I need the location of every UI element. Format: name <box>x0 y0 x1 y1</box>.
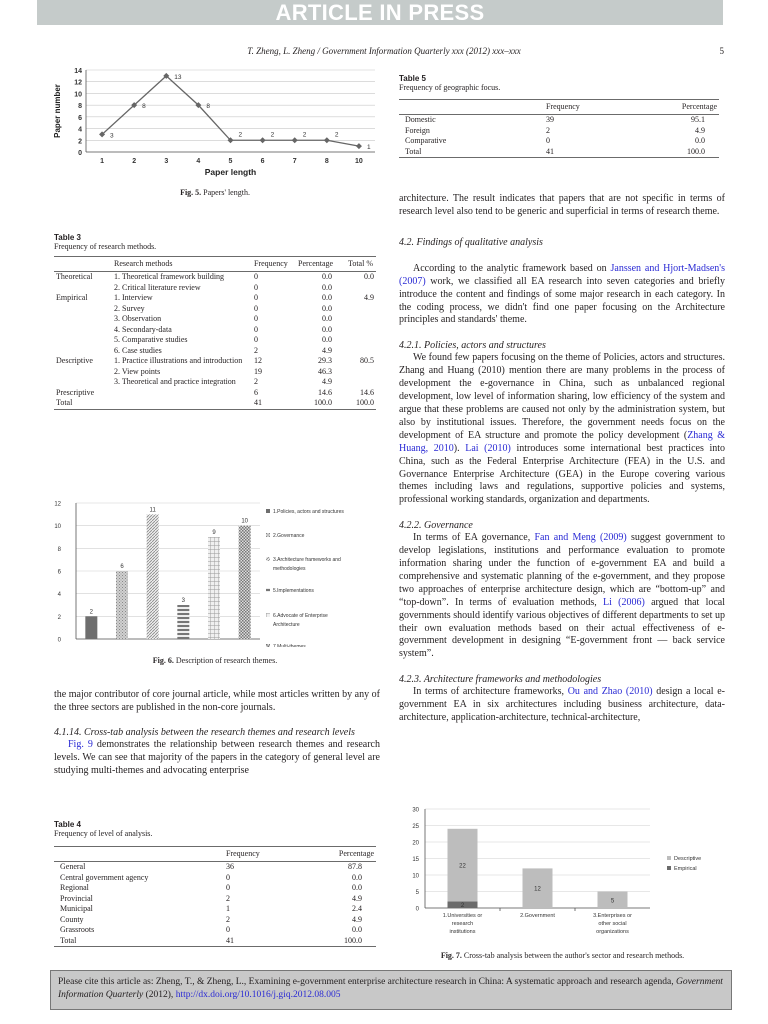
fan-meng-link[interactable]: Fan and Meng (2009) <box>534 532 627 544</box>
fig6-legend-label: 3.Architecture frameworks and <box>273 557 341 563</box>
fig5-ytick-label: 2 <box>78 138 82 146</box>
fig7-xtick-label: 2.Government <box>520 913 555 919</box>
table-cell: 4.9 <box>322 377 332 386</box>
table-cell: 0.0 <box>695 136 705 145</box>
table-row <box>54 883 376 894</box>
section-4-2-1-c: introduces some international best practices into China, such as the Federal Enterprise Architecture (FEA) in the U.S. and Governance Enterprise Architecture (GEA) in the Europe covering various themes including laws and regulations, supportive policies and systems, professional working standards, organization and departments. <box>399 442 725 506</box>
table-row <box>399 136 719 147</box>
fig7-xtick-label: 3.Enterprises or <box>593 913 632 919</box>
table-cell: 29.3 <box>318 356 332 365</box>
section-4-2-1-b: ). <box>453 442 466 454</box>
fig6-bar <box>147 514 159 639</box>
doi-link[interactable]: http://dx.doi.org/10.1016/j.giq.2012.08.005 <box>175 990 341 1000</box>
fig6-svg <box>50 497 380 647</box>
fig7-xtick-label: organizations <box>596 929 629 935</box>
table3-grid <box>54 256 376 410</box>
fig7-legend-swatch <box>667 856 671 860</box>
fig5-xtick-label: 5 <box>228 158 233 165</box>
fig6-legend-swatch <box>266 644 270 647</box>
fig6-legend-swatch <box>266 613 270 617</box>
right-para-0: architecture. The result indicates that papers that are not specific in terms of research level also tend to be generic and superficial in terms of research theme. <box>399 193 725 217</box>
fig6-ytick-label: 0 <box>57 637 61 644</box>
fig6-legend-swatch <box>266 533 270 537</box>
fig7-chart <box>395 800 730 945</box>
fig7-ytick-label: 30 <box>412 807 419 814</box>
table-cell <box>346 325 376 336</box>
fig7-xtick-label: 1.Universities or <box>442 913 483 919</box>
section-4-2-post: work, we classified all EA research into seven categories and briefly introduce the content and findings of some major research in each category. In the coding process, we didn't find one paper focusing on the Architecture principles and standards' theme. <box>399 275 725 326</box>
table-row <box>54 314 376 325</box>
table5-body <box>399 115 719 158</box>
fig7-xtick-label: research <box>451 921 474 927</box>
table-cell: 0 <box>254 314 258 323</box>
table-cell: 100.0 <box>356 398 374 407</box>
table-cell <box>54 304 112 315</box>
fig6-data-label: 3 <box>181 598 186 604</box>
zhang-huang-link[interactable]: Zhang & Huang, 2010 <box>399 429 726 454</box>
table-cell: 0 <box>254 335 258 344</box>
table-cell: 4.9 <box>352 893 362 903</box>
table-cell: 2 <box>226 893 230 903</box>
table5-header <box>399 100 544 115</box>
table-cell: 4.9 <box>364 293 374 302</box>
table-cell: Prescriptive <box>56 387 95 397</box>
table-cell: Theoretical <box>56 272 93 281</box>
citation-text: Please cite this article as: Zheng, T., & Zheng, L., Examining e-government enterprise architecture research in China: A systematic approach and research agenda, <box>58 977 676 987</box>
table-cell: 0.0 <box>322 314 332 323</box>
fig5-xtick-label: 6 <box>260 158 265 165</box>
table4-header: Percentage <box>314 847 376 862</box>
fig5-data-label: 8 <box>206 103 211 111</box>
table-cell: 46.3 <box>318 366 332 376</box>
left-body-text <box>54 689 380 778</box>
fig7-ytick-label: 5 <box>415 890 419 896</box>
section-4-2-3-heading: 4.2.3. Architecture frameworks and methodologies <box>399 674 602 686</box>
table-cell: 1 <box>226 904 230 913</box>
fig5-ytick-label: 12 <box>74 79 82 87</box>
fig5-data-point <box>292 137 298 143</box>
section-4-1-14-text <box>54 739 380 778</box>
section-4-1-14-heading: 4.1.14. Cross-tab analysis between the research themes and research levels <box>54 726 355 738</box>
ou-zhao-link[interactable]: Ou and Zhao (2010) <box>567 686 653 698</box>
table5-grid <box>399 99 719 158</box>
table5-subtitle: Frequency of geographic focus. <box>399 83 501 92</box>
fig7-data-label: 5 <box>610 898 615 905</box>
table-row <box>399 115 719 126</box>
fig5-data-label: 2 <box>270 131 275 139</box>
section-4-2-2-b: suggest government to develop legislations, institutions and performance evaluation to promote information sharing under the function of e-government EA and build a comprehensive and systematic planning of the e-government, and they propose two approaches of enterprise architecture design, which are “bottom-up” and “top-down”. In terms of evaluation methods, <box>399 532 725 608</box>
table4-title: Table 4 <box>54 820 81 829</box>
table-cell: 6. Case studies <box>114 345 162 355</box>
table5-header: Frequency <box>544 100 644 115</box>
table-row <box>54 904 376 915</box>
section-4-2-2-a: In terms of EA governance, <box>413 532 535 544</box>
fig7-legend-label: Empirical <box>674 866 697 872</box>
table-cell: Provincial <box>60 893 93 903</box>
table-cell <box>54 335 112 346</box>
table-row <box>399 126 719 137</box>
fig5-data-label: 2 <box>238 131 243 139</box>
fig5-ytick-label: 10 <box>74 91 82 99</box>
fig6-data-label: 2 <box>89 609 94 616</box>
table-cell: 2. View points <box>114 366 161 376</box>
table-cell: 0.0 <box>352 925 362 934</box>
table-cell <box>112 388 252 399</box>
table-cell <box>346 314 376 325</box>
fig6-caption-text: Description of research themes. <box>173 656 278 665</box>
table-cell: 5. Comparative studies <box>114 335 188 344</box>
fig6-legend-swatch <box>266 509 270 513</box>
fig5-xtick-label: 3 <box>164 158 169 165</box>
table-cell: 36 <box>226 862 234 871</box>
table-cell: 2 <box>254 345 258 355</box>
fig5-data-label: 2 <box>302 131 307 139</box>
table4-grid <box>54 846 376 947</box>
fig7-caption-text: Cross-tab analysis between the author's sector and research methods. <box>461 951 685 960</box>
fig6-legend-label: 5.Implementations <box>273 588 314 594</box>
table-cell <box>54 314 112 325</box>
section-4-2-heading: 4.2. Findings of qualitative analysis <box>399 236 543 248</box>
fig5-data-label: 3 <box>110 132 114 140</box>
li-link[interactable]: Li (2006) <box>603 596 645 608</box>
table-cell: Comparative <box>405 136 447 145</box>
fig5-ytick-label: 6 <box>78 114 82 122</box>
table-row <box>399 147 719 158</box>
table-cell: 1. Theoretical framework building <box>114 272 225 281</box>
table-cell: 100.0 <box>314 398 332 407</box>
table-cell: 2. Critical literature review <box>114 282 201 292</box>
fig5-data-label: 13 <box>174 73 182 81</box>
table3-header: Frequency <box>252 257 296 272</box>
table4-header <box>54 847 224 862</box>
table-cell: 4.9 <box>695 125 705 135</box>
fig7-legend-label: Descriptive <box>674 856 702 862</box>
fig7-xtick-label: other social <box>598 921 627 927</box>
fig6-bar <box>116 571 128 639</box>
table-cell: 0 <box>254 272 258 281</box>
fig5-caption-text: Papers' length. <box>201 188 250 197</box>
table-cell: 3. Theoretical and practice integration <box>114 377 236 386</box>
fig5-caption <box>50 188 380 197</box>
table-row <box>54 894 376 905</box>
fig6-bar <box>208 537 220 639</box>
table-cell: Total <box>56 398 73 407</box>
section-4-2-3-b: design a local e-government EA in six architectures including business architecture, data-architecture, application-architecture, technical-architecture, <box>399 686 726 724</box>
table-cell: 0.0 <box>322 272 332 281</box>
table-cell: 0 <box>254 293 258 302</box>
table-cell: Empirical <box>56 293 88 302</box>
table-cell: 0.0 <box>322 282 332 292</box>
fig6-data-label: 11 <box>149 507 156 514</box>
fig7-ytick-label: 15 <box>412 857 419 863</box>
fig5-data-label: 1 <box>366 144 371 152</box>
table-cell <box>346 335 376 346</box>
fig5-chart <box>50 64 380 179</box>
fig6-caption <box>50 656 380 665</box>
table-cell: Grassroots <box>60 925 95 934</box>
table-cell: Total <box>60 935 77 945</box>
right-body-text <box>399 193 725 725</box>
janssen-link[interactable]: Janssen and Hjort-Madsen's (2007) <box>399 262 725 287</box>
table-cell: 0.0 <box>322 324 332 334</box>
fig6-ytick-label: 12 <box>54 501 61 508</box>
fig5-xtick-label: 10 <box>355 158 363 165</box>
table-cell: 12 <box>254 356 262 365</box>
fig5-xtick-label: 7 <box>292 158 297 165</box>
table4-body <box>54 862 376 947</box>
table-cell: Municipal <box>60 904 93 913</box>
fig6-bar <box>85 616 97 639</box>
fig6-legend-label: 2.Governance <box>273 533 305 539</box>
table-cell: County <box>60 914 84 924</box>
table-row <box>54 335 376 346</box>
table-cell: 0 <box>226 872 230 882</box>
table-cell: 0.0 <box>322 335 332 344</box>
table-cell <box>54 367 112 378</box>
fig6-legend-label: 1.Policies, actors and structures <box>273 509 344 515</box>
table-row <box>54 398 376 409</box>
table-cell <box>54 325 112 336</box>
table-cell: 2 <box>546 125 550 135</box>
fig5-ytick-label: 0 <box>78 150 82 157</box>
running-head: T. Zheng, L. Zheng / Government Information Quarterly xxx (2012) xxx–xxx <box>247 46 521 56</box>
fig5-data-label: 2 <box>334 131 339 139</box>
fig6-legend-label: 6.Advocate of Enterprise <box>273 613 328 619</box>
lai-link[interactable]: Lai (2010) <box>465 442 511 454</box>
table3-title: Table 3 <box>54 233 81 242</box>
fig7-data-label: 22 <box>459 863 466 870</box>
table-cell: 100.0 <box>344 935 362 945</box>
fig5-ytick-label: 8 <box>78 103 82 111</box>
left-para-1: the major contributor of core journal article, while most articles written by any of the three sectors are published in the non-core journals. <box>54 689 380 713</box>
table-row <box>54 356 376 367</box>
fig7-data-label: 12 <box>534 886 541 893</box>
fig7-caption-label: Fig. 7. <box>440 951 462 960</box>
fig7-caption <box>395 951 730 960</box>
table-cell: 0 <box>254 282 258 292</box>
table-cell: Domestic <box>405 115 436 124</box>
table-cell: 3. Observation <box>114 314 162 323</box>
table-cell: 2 <box>226 914 230 924</box>
section-4-2-3-text <box>399 686 725 725</box>
table-cell: 87.8 <box>348 862 362 871</box>
table3-header: Total % <box>346 257 376 272</box>
table5 <box>399 74 719 158</box>
table-cell <box>346 283 376 294</box>
table-cell: 0 <box>546 136 550 145</box>
table-cell: 6 <box>254 387 258 397</box>
fig6-legend-label: Architecture <box>273 622 300 628</box>
table-cell <box>112 398 252 409</box>
fig6-chart <box>50 497 380 647</box>
table-cell: 0.0 <box>322 293 332 302</box>
table-cell: 0 <box>254 303 258 313</box>
fig7-ytick-label: 0 <box>415 906 419 913</box>
table-cell: 95.1 <box>691 115 705 124</box>
fig6-ytick-label: 8 <box>57 546 61 553</box>
table-cell <box>54 377 112 388</box>
table-row <box>54 873 376 884</box>
table-row <box>54 293 376 304</box>
table-cell: 41 <box>254 398 262 407</box>
table3-body <box>54 272 376 410</box>
table-row <box>54 388 376 399</box>
table-cell <box>54 346 112 357</box>
fig5-data-label: 8 <box>142 103 146 111</box>
fig7-svg <box>395 800 730 945</box>
table-cell <box>346 346 376 357</box>
fig5-y-axis-title: Paper number <box>53 84 62 138</box>
fig6-data-label: 6 <box>120 564 124 570</box>
page-number: 5 <box>719 46 724 56</box>
table-cell: Central government agency <box>60 872 149 882</box>
table-cell: 39 <box>546 115 554 124</box>
table-cell: Regional <box>60 883 89 892</box>
table-row <box>54 367 376 378</box>
table-row <box>54 925 376 936</box>
table-row <box>54 283 376 294</box>
fig6-ytick-label: 6 <box>57 569 61 576</box>
table-cell: 0 <box>254 324 258 334</box>
section-4-2-1-text <box>399 352 725 507</box>
fig6-ytick-label: 2 <box>57 614 61 621</box>
table-cell: 0.0 <box>352 883 362 892</box>
table-cell: 80.5 <box>360 356 374 365</box>
table-cell: 4. Secondary-data <box>114 324 172 334</box>
table3 <box>54 233 376 410</box>
table-cell: Descriptive <box>56 356 93 365</box>
table-cell: 0 <box>226 883 230 892</box>
citation-journal: Government Information Quarterly <box>58 977 723 1000</box>
fig5-xtick-label: 1 <box>100 158 105 165</box>
table-cell: 0 <box>226 925 230 934</box>
citation-year: (2012), <box>143 990 176 1000</box>
table5-header: Percentage <box>644 100 719 115</box>
table4-subtitle: Frequency of level of analysis. <box>54 829 153 838</box>
fig7-xtick-label: institutions <box>449 929 476 935</box>
table-cell: 2. Survey <box>114 303 145 313</box>
table-cell: 0.0 <box>364 272 374 281</box>
table-cell: 2.4 <box>352 904 362 913</box>
table3-header <box>54 257 112 272</box>
fig5-series-line <box>102 73 359 146</box>
table-row <box>54 862 376 873</box>
table-row <box>54 915 376 926</box>
table-cell: 1. Interview <box>114 293 153 302</box>
fig5-data-point <box>260 137 266 143</box>
table-cell: 41 <box>546 146 554 156</box>
table-cell: General <box>60 862 86 871</box>
table-cell <box>346 377 376 388</box>
table-cell: 0.0 <box>322 303 332 313</box>
fig6-caption-label: Fig. 6. <box>152 656 174 665</box>
table-cell: 19 <box>254 366 262 376</box>
fig9-link[interactable]: Fig. 9 <box>68 738 93 750</box>
fig5-data-point <box>356 143 362 149</box>
fig6-ytick-label: 10 <box>54 524 61 531</box>
table-cell: 1. Practice illustrations and introduction <box>114 356 243 365</box>
table-cell: 100.0 <box>687 146 705 156</box>
fig6-data-label: 10 <box>241 518 249 525</box>
section-4-2-1-a: We found few papers focusing on the theme of Policies, actors and structures. Zhang and Huang (2010) mention there are many problems in the process of development the e-governance in China, such as unbalanced regional development, low level of information sharing, low efficiency of the system and argue that these problems are caused not only by the administration system, but also by institutional issues. Therefore, the government needs focus on the development of EA structure and promote the policy development ( <box>399 352 725 441</box>
section-4-2-2-heading: 4.2.2. Governance <box>399 520 473 532</box>
section-4-2-2-c: argued that local governments should identify various objectives of different departments to set up their own evaluation methods based on their actual effectiveness of e-government development in designing “E-government front — back service system”. <box>399 596 726 660</box>
section-4-2-3-a: In terms of architecture frameworks, <box>413 686 568 698</box>
table-row <box>54 346 376 357</box>
table-row <box>54 272 376 283</box>
fig5-ytick-label: 4 <box>78 126 82 134</box>
table-cell <box>54 283 112 294</box>
table-cell: 14.6 <box>360 387 374 397</box>
fig6-data-label: 9 <box>212 530 216 536</box>
fig5-xtick-label: 8 <box>324 158 329 165</box>
table-cell: 4.9 <box>352 914 362 924</box>
fig6-ytick-label: 4 <box>57 592 61 599</box>
fig6-legend-label: methodologies <box>273 566 306 572</box>
fig5-x-axis-title: Paper length <box>204 167 257 177</box>
fig5-ytick-label: 14 <box>74 68 82 75</box>
fig6-bar <box>239 526 251 639</box>
fig5-svg <box>50 64 380 179</box>
table3-header: Percentage <box>296 257 346 272</box>
fig5-xtick-label: 4 <box>196 158 201 165</box>
table-row <box>54 325 376 336</box>
table3-header: Research methods <box>112 257 252 272</box>
table5-title: Table 5 <box>399 74 426 83</box>
section-4-2-2-text <box>399 532 725 661</box>
fig7-legend-swatch <box>667 866 671 870</box>
table-cell: 0.0 <box>352 872 362 882</box>
fig6-legend-swatch <box>266 557 270 561</box>
table-row <box>54 936 376 947</box>
citation-box <box>50 970 732 1010</box>
fig5-data-point <box>324 137 330 143</box>
fig6-legend-label: 7.Multi-themes <box>273 644 306 647</box>
article-in-press-banner: ARTICLE IN PRESS <box>37 0 723 25</box>
table4 <box>54 820 376 947</box>
section-4-1-14-body: demonstrates the relationship between research themes and research levels. We can see that majority of the papers in the category of general level are studying multi-themes and advocating enterprise <box>54 738 380 776</box>
fig7-ytick-label: 10 <box>412 873 419 880</box>
table4-header: Frequency <box>224 847 314 862</box>
table-cell: Foreign <box>405 125 430 135</box>
fig7-ytick-label: 20 <box>412 840 419 847</box>
table3-subtitle: Frequency of research methods. <box>54 242 157 251</box>
fig5-xtick-label: 2 <box>132 158 137 165</box>
fig7-ytick-label: 25 <box>412 824 419 830</box>
fig6-bar <box>177 605 189 639</box>
table-cell <box>346 304 376 315</box>
fig7-data-label: 2 <box>460 903 465 910</box>
table-row <box>54 304 376 315</box>
table-row <box>54 377 376 388</box>
table-cell: 4.9 <box>322 345 332 355</box>
table-cell: 2 <box>254 377 258 386</box>
section-4-2-pre: According to the analytic framework based on <box>413 262 611 274</box>
table-cell: Total <box>405 146 422 156</box>
section-4-2-1-heading: 4.2.1. Policies, actors and structures <box>399 340 546 352</box>
table-cell <box>346 367 376 378</box>
table-cell: 41 <box>226 935 234 945</box>
fig5-caption-label: Fig. 5. <box>180 188 202 197</box>
section-4-2-text <box>399 263 725 328</box>
table-cell: 14.6 <box>318 387 332 397</box>
fig6-legend-swatch <box>266 588 270 592</box>
